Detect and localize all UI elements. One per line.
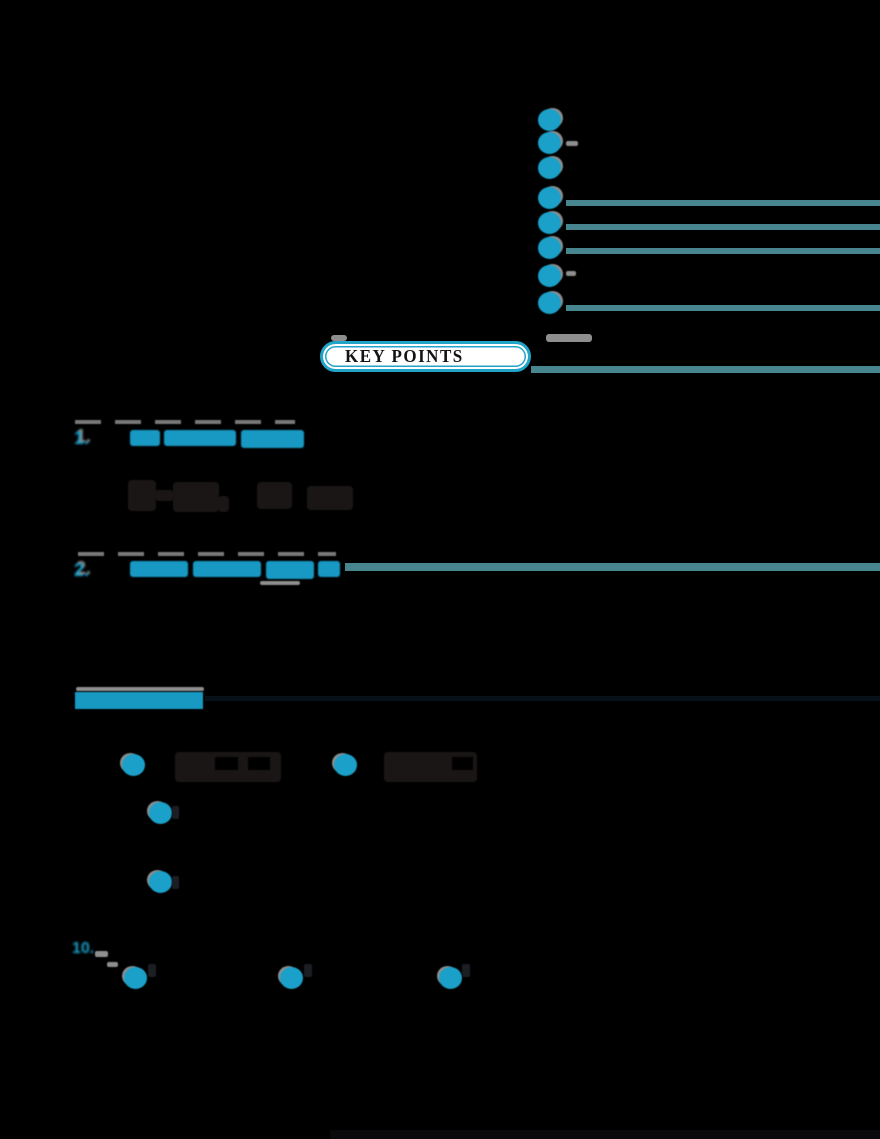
- exercise-title-bar: [75, 692, 203, 709]
- question-10-number: 10.: [72, 940, 95, 957]
- heading-2-shadow: [78, 552, 336, 556]
- shadow-fragment: [566, 271, 576, 276]
- question-marker-circle: [149, 802, 172, 824]
- answer-line-8: [566, 305, 880, 311]
- shadow-fragment: [304, 964, 312, 977]
- circled-number-bullet-5: [538, 212, 561, 234]
- shadow-fragment: [95, 951, 108, 957]
- question-marker-circle: [149, 871, 172, 893]
- footer-faint-strip: [330, 1130, 880, 1139]
- key-points-shadow-fragment: [546, 334, 592, 342]
- shadow-fragment: [107, 962, 118, 967]
- circled-number-bullet-6: [538, 237, 561, 259]
- question-marker-circle: [122, 754, 145, 776]
- shadow-fragment: [566, 141, 578, 146]
- key-points-rule: [531, 366, 880, 373]
- circled-number-bullet-7: [538, 265, 561, 287]
- key-points-banner: [320, 341, 531, 372]
- answer-line-5: [566, 224, 880, 230]
- circled-number-bullet-4: [538, 187, 561, 209]
- answer-line-4: [566, 200, 880, 206]
- shadow-fragment: [148, 964, 156, 977]
- exercise-bar-shadow: [76, 687, 204, 691]
- option-circle-b: [280, 967, 303, 989]
- circled-number-bullet-2: [538, 132, 561, 154]
- section-2-rule: [345, 563, 880, 571]
- shadow-fragment: [260, 581, 300, 585]
- answer-line-6: [566, 248, 880, 254]
- exercise-faint-rule: [205, 696, 880, 701]
- option-circle-c: [439, 967, 462, 989]
- answer-box-shadow: [384, 752, 477, 782]
- shadow-fragment: [172, 876, 179, 889]
- option-circle-a: [124, 967, 147, 989]
- section-1-number: 1.: [74, 428, 90, 448]
- circled-number-bullet-1: [538, 109, 561, 131]
- circled-number-bullet-8: [538, 292, 561, 314]
- heading-1-shadow: [75, 420, 295, 424]
- circled-number-bullet-3: [538, 157, 561, 179]
- question-marker-circle: [334, 754, 357, 776]
- shadow-fragment: [462, 964, 470, 977]
- key-points-label: KEY POINTS: [345, 346, 464, 366]
- answer-box-shadow: [175, 752, 281, 782]
- shadow-fragment: [172, 806, 179, 819]
- section-2-number: 2.: [74, 560, 90, 580]
